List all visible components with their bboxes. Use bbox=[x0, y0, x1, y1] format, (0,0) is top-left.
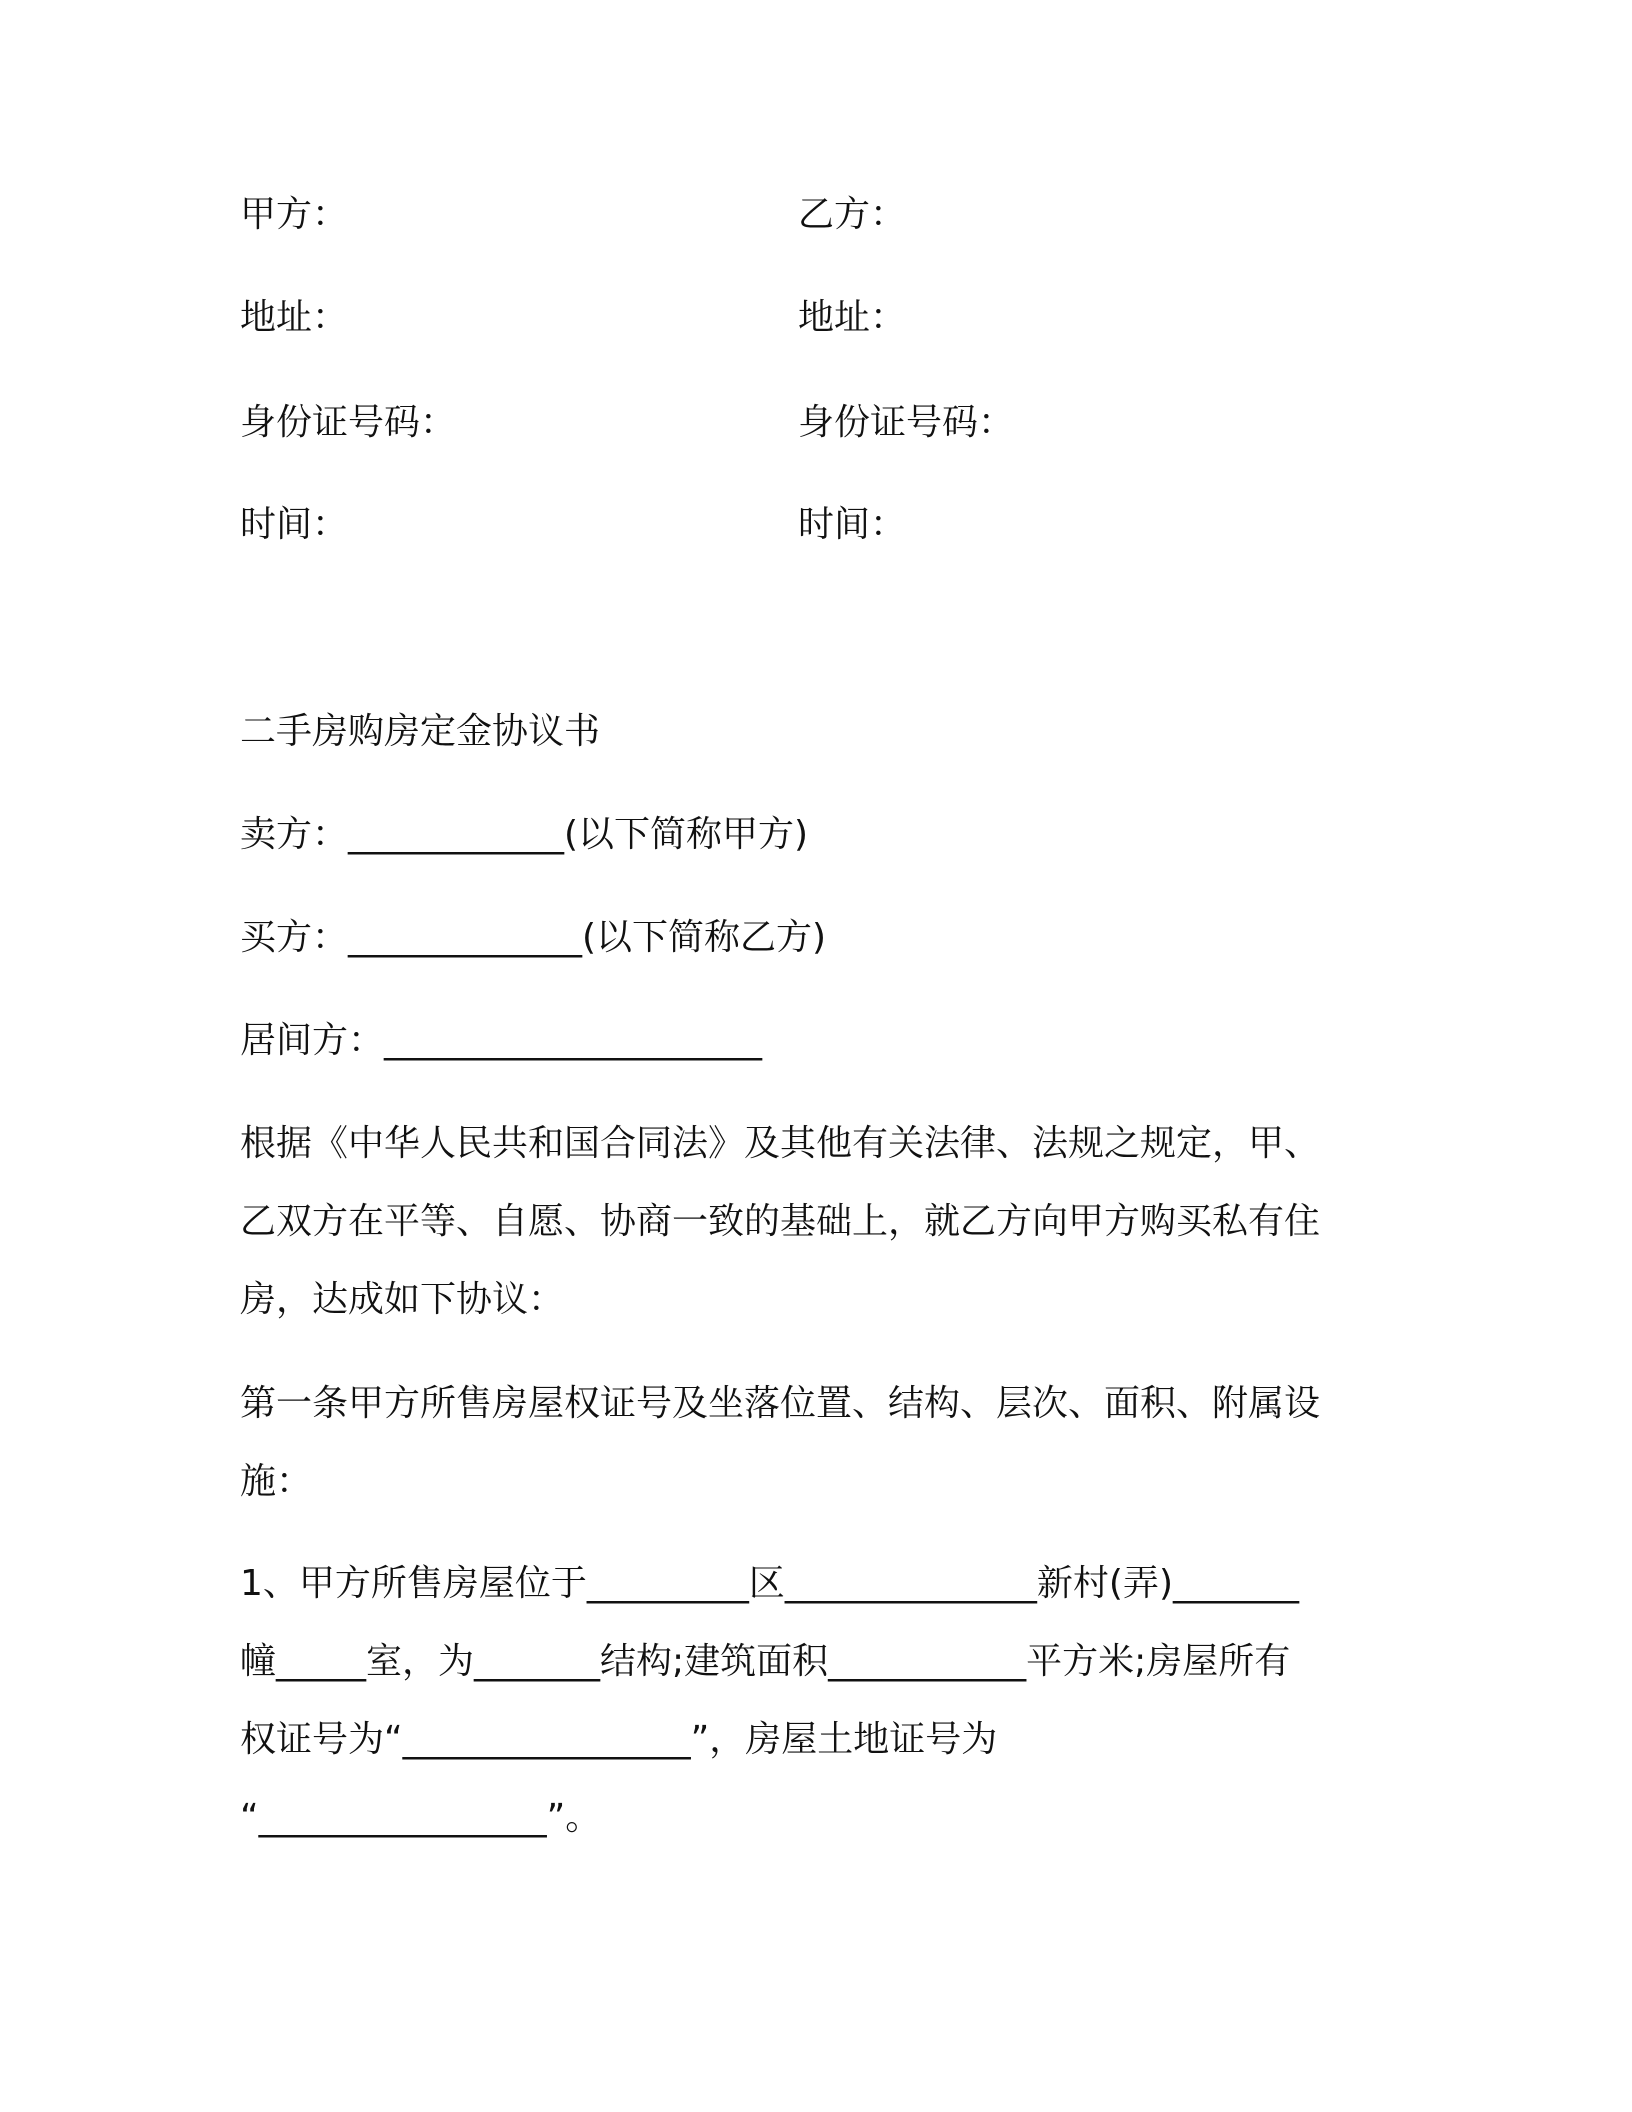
buyer-line: 买方：_____________(以下简称乙方) bbox=[240, 917, 827, 958]
signature-row-id-number bbox=[240, 398, 1400, 448]
clause-line: “________________”。 bbox=[240, 1797, 602, 1838]
preamble-line: 乙双方在平等、自愿、协商一致的基础上，就乙方向甲方购买私有住 bbox=[240, 1201, 1321, 1242]
seller-line: 卖方：____________(以下简称甲方) bbox=[240, 814, 809, 855]
preamble-line: 根据《中华人民共和国合同法》及其他有关法律、法规之规定，甲、 bbox=[240, 1123, 1321, 1164]
preamble-line: 房，达成如下协议： bbox=[240, 1279, 565, 1320]
clause-line: 1、甲方所售房屋位于_________区______________新村(弄)_______ bbox=[240, 1563, 1299, 1604]
signature-row-party bbox=[240, 190, 1400, 240]
article-1-heading bbox=[240, 1365, 1360, 1521]
document-title: 二手房购房定金协议书 bbox=[240, 711, 601, 752]
party-b-date-label: 时间： bbox=[798, 504, 907, 545]
clause-line: 权证号为“________________”，房屋土地证号为 bbox=[240, 1719, 998, 1760]
article-heading-line: 施： bbox=[240, 1461, 313, 1502]
party-a-address-label: 地址： bbox=[240, 297, 349, 338]
preamble-paragraph bbox=[240, 1105, 1360, 1339]
party-b-label: 乙方： bbox=[798, 194, 907, 235]
party-a-date-label: 时间： bbox=[240, 504, 349, 545]
intermediary-line: 居间方：_____________________ bbox=[240, 1020, 763, 1061]
clause-line: 幢_____室，为_______结构;建筑面积___________平方米;房屋所有 bbox=[240, 1641, 1291, 1682]
signature-row-date bbox=[240, 500, 1400, 550]
clause-1-paragraph bbox=[240, 1545, 1360, 1857]
party-b-id-label: 身份证号码： bbox=[798, 402, 1015, 443]
party-b-address-label: 地址： bbox=[798, 297, 907, 338]
article-heading-line: 第一条甲方所售房屋权证号及坐落位置、结构、层次、面积、附属设 bbox=[240, 1383, 1321, 1424]
party-a-label: 甲方： bbox=[240, 194, 349, 235]
signature-row-address bbox=[240, 293, 1400, 343]
party-a-id-label: 身份证号码： bbox=[240, 402, 457, 443]
